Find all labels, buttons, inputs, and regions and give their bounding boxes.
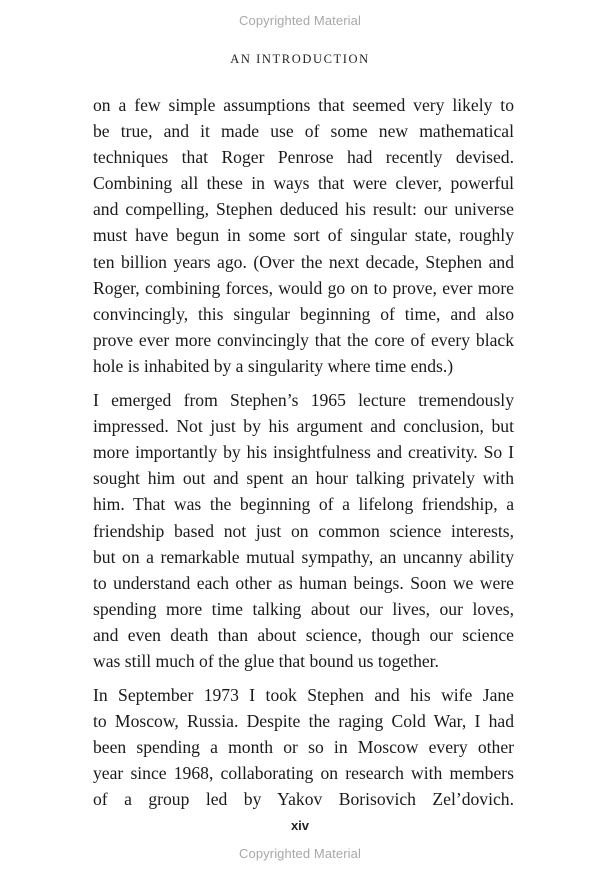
paragraph-1	[93, 92, 514, 379]
paragraph-gap	[93, 379, 514, 387]
text-line: Roger, combining forces, would go on to prove, ever more	[93, 277, 514, 298]
text-line: techniques that Roger Penrose had recently devised.	[93, 147, 514, 168]
text-line: be true, and it made use of some new mathematical	[93, 121, 514, 142]
text-line: of a group led by Yakov Borisovich Zel’dovich.	[93, 789, 514, 810]
text-line: on a few simple assumptions that seemed very likely to	[93, 95, 514, 115]
text-line: spending more time talking about our lives, our loves,	[93, 598, 514, 619]
text-line: I emerged from Stephen’s 1965 lecture tremendously	[93, 390, 514, 411]
copyright-watermark-top: Copyrighted Material	[239, 13, 361, 28]
text-line: to understand each other as human beings. Soon we were	[93, 572, 514, 593]
text-line: him. That was the beginning of a lifelong friendship, a	[93, 494, 514, 515]
text-line: and even death than about science, though our science	[93, 624, 514, 645]
text-line: sought him out and spent an hour talking privately with	[93, 468, 514, 489]
text-line: must have begun in some sort of singular state, roughly	[93, 225, 514, 246]
paragraph-gap	[93, 674, 514, 682]
body-text	[93, 92, 514, 813]
text-line: year since 1968, collaborating on research with members	[93, 763, 514, 784]
running-head: AN INTRODUCTION	[230, 52, 370, 66]
text-line: hole is inhabited by a singularity where time ends.)	[93, 355, 454, 376]
copyright-watermark-bottom: Copyrighted Material	[239, 846, 361, 861]
text-line: more importantly by his insightfulness and creativity. So I	[93, 442, 514, 463]
text-line: convincingly, this singular beginning of time, and also	[93, 303, 514, 324]
text-line: Combining all these in ways that were clever, powerful	[93, 173, 514, 194]
text-line: to Moscow, Russia. Despite the raging Cold War, I had	[93, 711, 514, 732]
page-number: xiv	[290, 818, 310, 833]
text-line: In September 1973 I took Stephen and his wife Jane	[93, 685, 514, 706]
paragraph-3	[93, 682, 514, 812]
paragraph-2	[93, 387, 514, 674]
text-line: and compelling, Stephen deduced his result: our universe	[93, 199, 514, 220]
text-line: been spending a month or so in Moscow every other	[93, 737, 514, 758]
text-line: prove ever more convincingly that the core of every black	[93, 329, 514, 350]
text-line: was still much of the glue that bound us together.	[93, 650, 439, 671]
text-line: friendship based not just on common science interests,	[93, 520, 514, 541]
text-line: but on a remarkable mutual sympathy, an uncanny ability	[93, 546, 514, 567]
text-line: impressed. Not just by his argument and conclusion, but	[93, 416, 514, 437]
text-line: ten billion years ago. (Over the next decade, Stephen and	[93, 251, 514, 272]
